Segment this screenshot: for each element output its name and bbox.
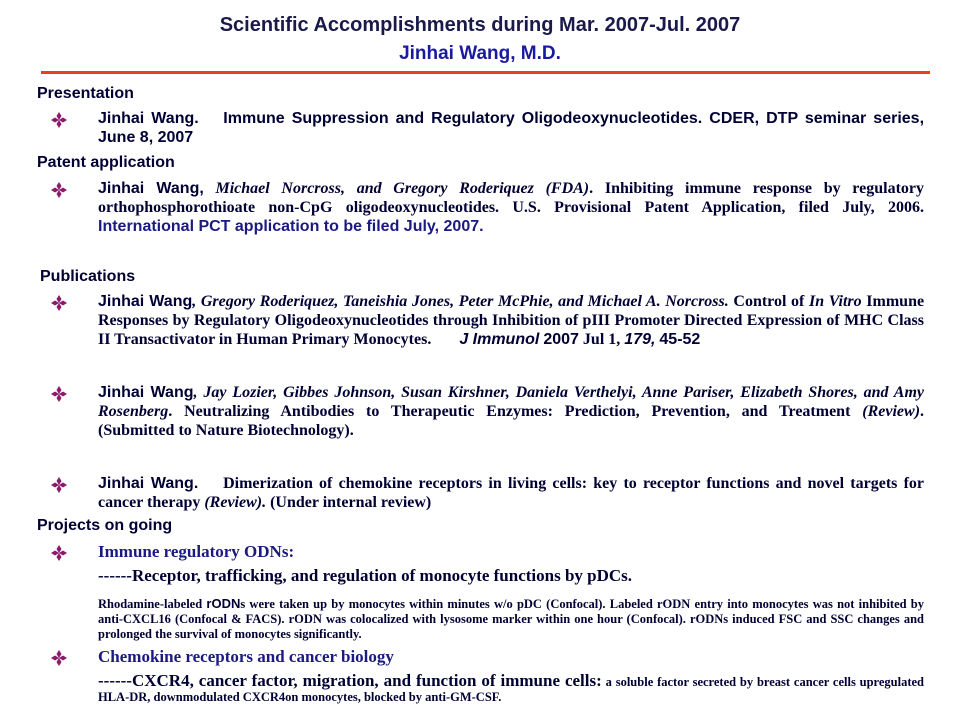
project-subtopic: ------Receptor, trafficking, and regulation of monocyte functions by pDCs. <box>98 566 633 585</box>
four-diamond-bullet-icon <box>51 545 67 561</box>
project-detail-odn: rODN <box>206 596 241 611</box>
publication-item <box>98 383 924 440</box>
project-detail-text: Rhodamine-labeled <box>98 597 203 611</box>
publication-item <box>98 292 924 349</box>
name-separator: , <box>192 293 197 310</box>
publication-review-tag: (Review) <box>862 403 921 420</box>
presentation-item <box>98 109 924 147</box>
title-divider <box>41 71 930 74</box>
section-heading-publications: Publications <box>40 268 136 285</box>
patent-coauthors: Michael Norcross, and Gregory Roderiquez (FDA) <box>215 180 590 197</box>
section-heading-presentation: Presentation <box>37 85 134 102</box>
publication-volume: 179, <box>624 331 656 348</box>
project-detail-text: a soluble factor secreted by breast cancer cells upregulated HLA-DR, downmodulated CXCR4on monocytes, blocked by anti-GM-CSF. <box>98 675 924 704</box>
page-title: Scientific Accomplishments during Mar. 2007-Jul. 2007 <box>219 14 741 36</box>
project-detail <box>98 673 924 705</box>
journal-name: J Immunol <box>459 331 540 348</box>
publication-status: . (Submitted to Nature Biotechnology). <box>98 403 925 439</box>
publication-review-tag: (Review). <box>204 494 267 511</box>
patent-pct: International PCT application to be filed July, 2007. <box>98 218 484 235</box>
author-name-self: Jinhai Wang. <box>98 110 199 127</box>
four-diamond-bullet-icon <box>51 182 67 198</box>
name-separator: , <box>199 180 204 197</box>
four-diamond-bullet-icon <box>51 650 67 666</box>
section-heading-patent: Patent application <box>37 154 175 171</box>
publication-text: Dimerization of chemokine receptors in living cells: key to receptor functions and novel targets for cancer therapy <box>98 475 925 511</box>
publication-text: Immune Responses by Regulatory Oligodeoxynucleotides through Inhibition of pIII Promoter Directed Expression of MHC Class II Transactivator in Human Primary Monocytes. <box>98 293 925 348</box>
four-diamond-bullet-icon <box>51 477 67 493</box>
project-subtopic: ------CXCR4, cancer factor, migration, and function of immune cells: <box>98 671 602 690</box>
patent-item <box>98 179 924 236</box>
publication-pages: 45-52 <box>659 331 701 348</box>
author-name-self: Jinhai Wang <box>98 180 200 197</box>
author-name-self: Jinhai Wang <box>98 384 194 401</box>
publication-text: Control of <box>733 293 805 310</box>
publication-text: . Neutralizing Antibodies to Therapeutic Enzymes: Prediction, Prevention, and Treatment <box>168 403 851 420</box>
project-title: Immune regulatory ODNs: <box>98 542 295 561</box>
author-name-self: Jinhai Wang <box>98 293 193 310</box>
name-separator: , <box>193 384 198 401</box>
project-detail-text: s were taken up by monocytes within minutes w/o pDC (Confocal). Labeled rODN entry into monocytes was not inhibited by anti-CXCL16 (Confocal & FACS). rODN was colocalized with lysosome marker within one hour (Confocal). rODNs induced FSC and SSC changes and prolonged the survival of monocytes significantly. <box>98 597 925 641</box>
author-name: Jinhai Wang, M.D. <box>399 43 561 64</box>
publication-coauthors: Jay Lozier, Gibbes Johnson, Susan Kirshner, Daniela Verthelyi, Anne Pariser, Elizabeth Shores, and Amy Rosenberg <box>98 384 925 420</box>
publication-item <box>98 474 924 512</box>
four-diamond-bullet-icon <box>51 295 67 311</box>
publication-text-italic: In Vitro <box>809 293 862 310</box>
section-heading-projects: Projects on going <box>37 517 173 534</box>
four-diamond-bullet-icon <box>51 112 67 128</box>
publication-year: 2007 <box>543 331 579 348</box>
author-name-self: Jinhai Wang. <box>98 475 199 492</box>
presentation-text: Immune Suppression and Regulatory Oligodeoxynucleotides. CDER, DTP seminar series, June 8, 2007 <box>98 110 925 146</box>
project-title: Chemokine receptors and cancer biology <box>98 647 394 666</box>
project-detail <box>98 596 924 642</box>
patent-text: . Inhibiting immune response by regulatory orthophosphorothioate non-CpG oligodeoxynucleotides. U.S. Provisional Patent Application, filed July, 2006. <box>98 180 924 216</box>
publication-coauthors: Gregory Roderiquez, Taneishia Jones, Peter McPhie, and Michael A. Norcross. <box>200 293 729 310</box>
publication-date: Jul 1, <box>582 331 621 348</box>
four-diamond-bullet-icon <box>51 386 67 402</box>
publication-status: (Under internal review) <box>270 494 432 511</box>
